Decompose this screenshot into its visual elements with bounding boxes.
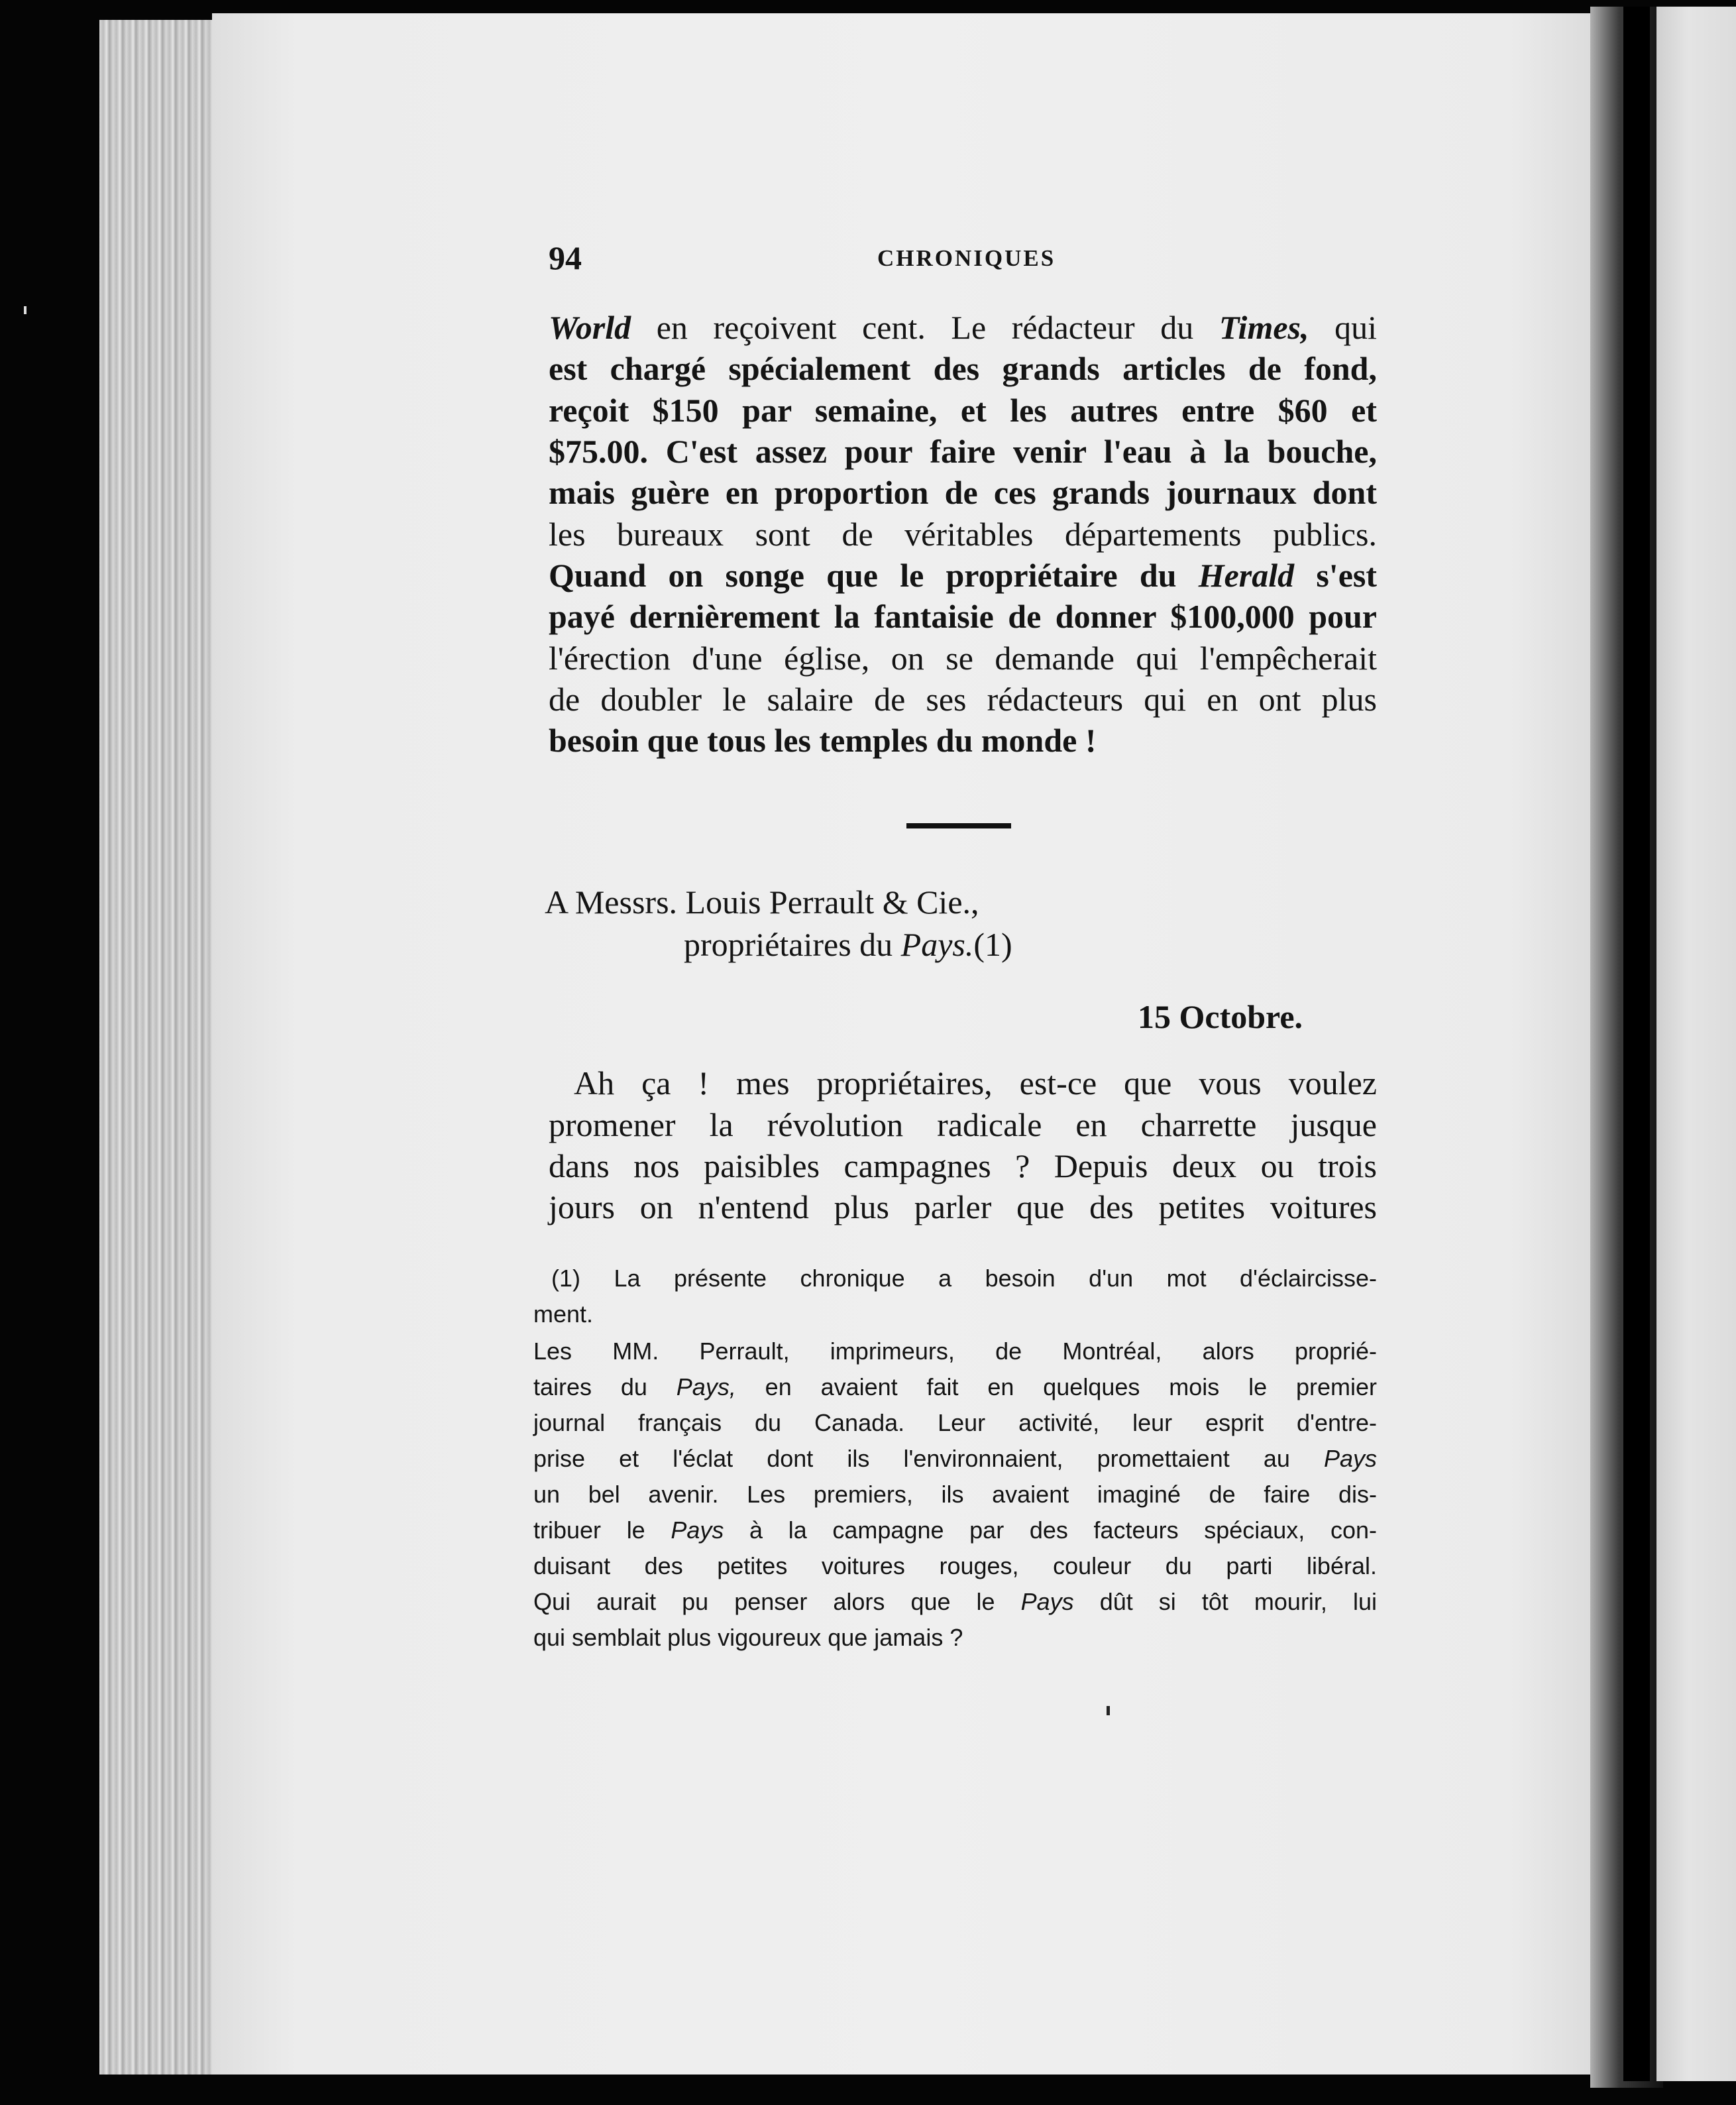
footnote-line: Les MM. Perrault, imprimeurs, de Montréal, alors proprié-	[533, 1337, 1377, 1365]
text-line: est chargé spécialement des grands articles de fond,	[549, 350, 1377, 387]
text-line: payé dernièrement la fantaisie de donner $100,000 pour	[549, 598, 1377, 635]
text-line: de doubler le salaire de ses rédacteurs qui en ont plus	[549, 681, 1377, 718]
scan-speck	[24, 306, 27, 314]
text-line: mais guère en proportion de ces grands journaux dont	[549, 474, 1377, 511]
text-line: promener la révolution radicale en charrette jusque	[549, 1106, 1377, 1143]
page-number: 94	[549, 239, 582, 276]
scan-speck	[1107, 1706, 1110, 1715]
text-line: les bureaux sont de véritables départements publics.	[549, 516, 1377, 553]
text-line: $75.00. C'est assez pour faire venir l'eau à la bouche,	[549, 433, 1377, 470]
section-divider	[906, 823, 1011, 828]
footnote-line: (1) La présente chronique a besoin d'un mot d'éclaircisse-	[551, 1265, 1377, 1292]
letter-date: 15 Octobre.	[1138, 998, 1303, 1035]
footnote-line: Qui aurait pu penser alors que le Pays dût si tôt mourir, lui	[533, 1588, 1377, 1615]
gutter-shadow	[1623, 7, 1650, 2081]
footnote-line: duisant des petites voitures rouges, couleur du parti libéral.	[533, 1552, 1377, 1579]
running-header	[549, 239, 1377, 292]
text-line: reçoit $150 par semaine, et les autres entre $60 et	[549, 392, 1377, 429]
footnote-line: un bel avenir. Les premiers, ils avaient imaginé de faire dis-	[533, 1481, 1377, 1508]
text-line: jours on n'entend plus parler que des petites voitures	[549, 1188, 1377, 1225]
footnote-line: journal français du Canada. Leur activité, leur esprit d'entre-	[533, 1409, 1377, 1436]
text-line: World en reçoivent cent. Le rédacteur du Times, qui	[549, 309, 1377, 346]
letter-address: A Messrs. Louis Perrault & Cie.,	[545, 883, 979, 921]
text-line: l'érection d'une église, on se demande qui l'empêcherait	[549, 640, 1377, 677]
footnote-line: taires du Pays, en avaient fait en quelques mois le premier	[533, 1373, 1377, 1400]
letter-address-continued: propriétaires du Pays.(1)	[684, 926, 1012, 963]
footnote-line: prise et l'éclat dont ils l'environnaient, promettaient au Pays	[533, 1445, 1377, 1472]
text-line: dans nos paisibles campagnes ? Depuis deux ou trois	[549, 1147, 1377, 1184]
footnote-line: ment.	[533, 1300, 594, 1328]
text-line: Ah ça ! mes propriétaires, est-ce que vous voulez	[574, 1064, 1377, 1102]
text-line: besoin que tous les temples du monde !	[549, 722, 1097, 759]
text-line: Quand on songe que le propriétaire du Herald s'est	[549, 557, 1377, 594]
footnote-line: tribuer le Pays à la campagne par des facteurs spéciaux, con-	[533, 1516, 1377, 1544]
running-title: CHRONIQUES	[877, 245, 1056, 271]
facing-page-edge	[1656, 7, 1736, 2081]
footnote-line: qui semblait plus vigoureux que jamais ?	[533, 1624, 963, 1651]
